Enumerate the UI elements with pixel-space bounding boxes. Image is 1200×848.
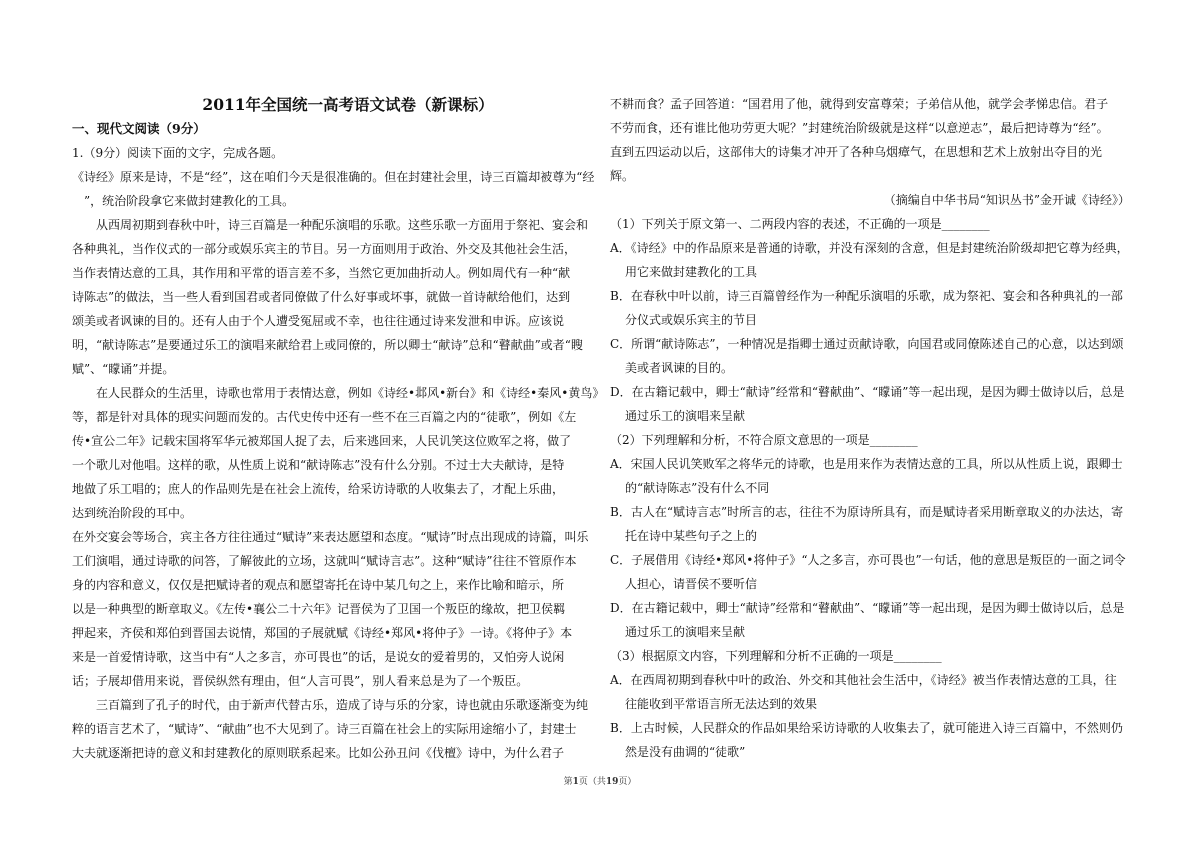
option-b: B．在春秋中叶以前，诗三百篇曾经作为一种配乐演唱的乐歌，成为祭祀、宴会和各种典礼的一部 (610, 289, 1123, 303)
right-column (610, 92, 1130, 764)
sub-question-2: （2）下列理解和分析，不符合原文意思的一项是________ (610, 433, 918, 447)
passage-line: 身的内容和意义，仅仅是把赋诗者的观点和愿望寄托在诗中某几句之上，来作比喻和暗示，所 (72, 578, 565, 592)
passage-line: ”，统治阶段拿它来做封建教化的工具。 (84, 194, 295, 208)
passage-line: 直到五四运动以后，这部伟大的诗集才冲开了各种乌烟瘴气，在思想和艺术上放射出夺目的光 (610, 145, 1103, 159)
passage-line: 不耕而食？孟子回答道：“国君用了他，就得到安富尊荣；子弟信从他，就学会孝悌忠信。君子 (610, 97, 1109, 111)
passage-line: 在人民群众的生活里，诗歌也常用于表情达意，例如《诗经•邶风•新台》和《诗经•秦风•黄鸟》 (96, 386, 605, 400)
passage-line: 一个歌儿对他唱。这样的歌，从性质上说和“献诗陈志”没有什么分别。不过士大夫献诗，是特 (72, 458, 565, 472)
passage-line: 赋”、“矇诵”并提。 (72, 362, 175, 376)
option-d: D．在古籍记载中，卿士“献诗”经常和“瞽献曲”、“矇诵”等一起出现，是因为卿士做诗以后，总是 (610, 385, 1125, 399)
passage-line: 明，“献诗陈志”是要通过乐工的演唱来献给君上或同僚的，所以卿士“献诗”总和“瞽献曲”或者“瞍 (72, 338, 583, 352)
option-d-cont: 通过乐工的演唱来呈献 (625, 409, 746, 423)
option-d: D．在古籍记载中，卿士“献诗”经常和“瞽献曲”、“矇诵”等一起出现，是因为卿士做诗以后，总是 (610, 601, 1125, 615)
footer-middle: 页（共 (578, 777, 606, 787)
passage-line: 在外交宴会等场合，宾主各方往往通过“赋诗”来表达愿望和态度。“赋诗”时点出现成的诗篇，叫乐 (72, 530, 589, 544)
option-c: C．子展借用《诗经•郑风•将仲子》“人之多言，亦可畏也”一句话，他的意思是叛臣的一面之词令 (610, 553, 1126, 567)
passage-line: 工们演唱，通过诗歌的问答，了解彼此的立场，这就叫“赋诗言志”。这种“赋诗”往往不管原作本 (72, 554, 577, 568)
sub-question-3: （3）根据原文内容，下列理解和分析不正确的一项是________ (610, 649, 942, 663)
option-b: B．古人在“赋诗言志”时所言的志，往往不为原诗所具有，而是赋诗者采用断章取义的办法达，寄 (610, 505, 1124, 519)
option-a: A．《诗经》中的作品原来是普通的诗歌，并没有深刻的含意，但是封建统治阶级却把它尊为经典， (610, 241, 1129, 255)
passage-line: 三百篇到了孔子的时代，由于新声代替古乐，造成了诗与乐的分家，诗也就由乐歌逐渐变为纯 (96, 698, 589, 712)
option-a-cont: 的“献诗陈志”没有什么不同 (625, 481, 770, 495)
option-a: A．在西周初期到春秋中叶的政治、外交和其他社会生活中，《诗经》被当作表情达意的工具，往 (610, 673, 1117, 687)
page-total: 19 (605, 777, 619, 787)
passage-line: 以是一种典型的断章取义。《左传•襄公二十六年》记晋侯为了卫国一个叛臣的缘故，把卫侯羁 (72, 602, 566, 616)
option-d-cont: 通过乐工的演唱来呈献 (625, 625, 746, 639)
passage-line: 当作表情达意的工具，其作用和平常的语言差不多，当然它更加曲折动人。例如周代有一种“献 (72, 266, 571, 280)
option-c-cont: 美或者讽谏的目的。 (625, 361, 734, 375)
passage-line: 颂美或者讽谏的目的。还有人由于个人遭受冤屈或不幸，也往往通过诗来发泄和申诉。应该说 (72, 314, 565, 328)
passage-line: 不劳而食，还有谁比他功劳更大呢？”封建统治阶级就是这样“以意逆志”，最后把诗尊为“经”。 (610, 121, 1109, 135)
source-citation: （摘编自中华书局“知识丛书”金开诚《诗经》） (883, 193, 1130, 207)
option-b-cont: 然是没有曲调的“徒歌” (625, 745, 746, 759)
option-a-cont: 用它来做封建教化的工具 (625, 265, 758, 279)
page-number: 1 (572, 777, 579, 787)
page-footer (0, 774, 1200, 787)
passage-line: 诗陈志”的做法，当一些人看到国君或者同僚做了什么好事或坏事，就做一首诗献给他们，达到 (72, 290, 571, 304)
question-1-intro: 1.（9分）阅读下面的文字，完成各题。 (72, 146, 284, 160)
passage-line: 传•宣公二年》记载宋国将军华元被郑国人捉了去，后来逃回来，人民讥笑这位败军之将，做了 (72, 434, 572, 448)
passage-line: 从西周初期到春秋中叶，诗三百篇是一种配乐演唱的乐歌。这些乐歌一方面用于祭祀、宴会和 (96, 218, 589, 232)
passage-line: 粹的语言艺术了，“赋诗”、“献曲”也不大见到了。诗三百篇在社会上的实际用途缩小了，封建士 (72, 722, 577, 736)
footer-prefix: 第 (563, 777, 573, 787)
option-a: A．宋国人民讥笑败军之将华元的诗歌，也是用来作为表情达意的工具，所以从性质上说，跟卿士 (610, 457, 1123, 471)
passage-line: 《诗经》原来是诗，不是“经”，这在咱们今天是很准确的。但在封建社会里，诗三百篇却被尊为“经 (72, 170, 595, 184)
option-c: C．所谓“献诗陈志”，一种情况是指卿士通过贡献诗歌，向国君或同僚陈述自己的心意，以达到颂 (610, 337, 1124, 351)
option-b: B．上古时候，人民群众的作品如果给采访诗歌的人收集去了，就可能进入诗三百篇中，不然则仍 (610, 721, 1123, 735)
passage-line: 等，都是针对具体的现实问题而发的。古代史传中还有一些不在三百篇之内的“徒歌”，例如《左 (72, 410, 577, 424)
passage-line: 各种典礼，当作仪式的一部分或娱乐宾主的节目。另一方面则用于政治、外交及其他社会生活， (72, 242, 577, 256)
passage-line: 达到统治阶段的耳中。 (72, 506, 193, 520)
page-title: 2011年全国统一高考语文试卷（新课标） (202, 95, 494, 114)
passage-line: 来是一首爱情诗歌，这当中有“人之多言，亦可畏也”的话，是说女的爱着男的，又怕旁人说闲 (72, 650, 565, 664)
left-column (72, 93, 605, 765)
passage-line: 辉。 (610, 169, 635, 183)
passage-line: 地做了乐工唱的；庶人的作品则先是在社会上流传，给采访诗歌的人收集去了，才配上乐曲， (72, 482, 565, 496)
footer-suffix: 页） (618, 777, 637, 787)
passage-line: 大夫就逐渐把诗的意义和封建教化的原则联系起来。比如公孙丑问《伐檀》诗中，为什么君子 (72, 746, 565, 760)
option-a-cont: 往能收到平常语言所无法达到的效果 (625, 697, 818, 711)
section-heading: 一、现代文阅读（9分） (72, 121, 206, 136)
option-b-cont: 托在诗中某些句子之上的 (625, 529, 758, 543)
passage-line: 押起来，齐侯和郑伯到晋国去说情，郑国的子展就赋《诗经•郑风•将仲子》一诗。《将仲子》本 (72, 626, 573, 640)
option-c-cont: 人担心，请晋侯不要听信 (625, 577, 758, 591)
passage-line: 话；子展却借用来说，晋侯纵然有理由，但“人言可畏”，别人看来总是为了一个叛臣。 (72, 674, 529, 688)
option-b-cont: 分仪式或娱乐宾主的节目 (625, 313, 758, 327)
sub-question-1: （1）下列关于原文第一、二两段内容的表述，不正确的一项是________ (610, 217, 990, 231)
